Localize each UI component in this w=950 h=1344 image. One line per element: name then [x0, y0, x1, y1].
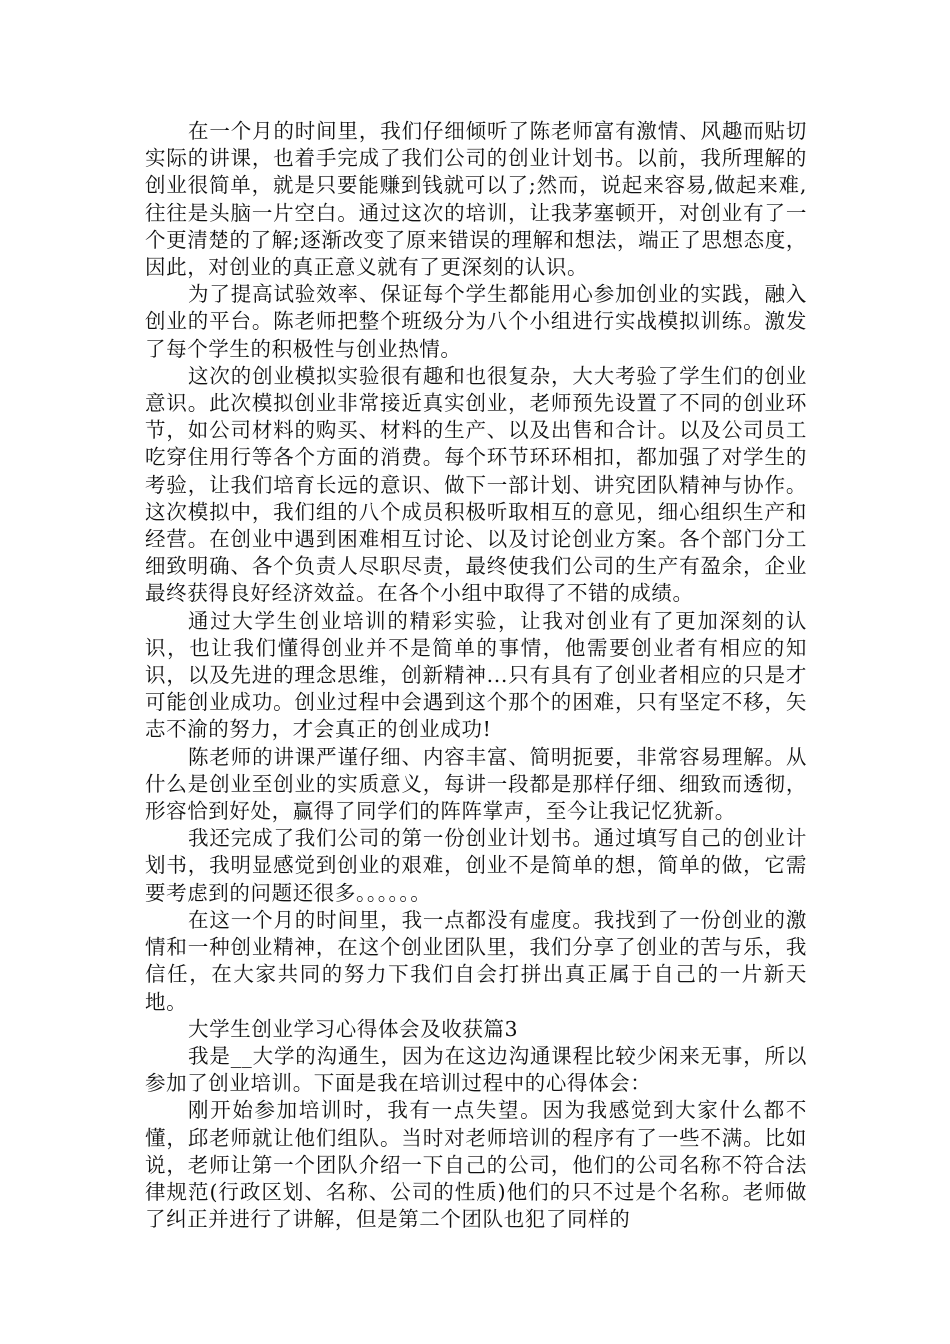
body-paragraph: 在一个月的时间里，我们仔细倾听了陈老师富有激情、风趣而贴切实际的讲课，也着手完成了我们公司的创业计划书。以前，我所理解的创业很简单，就是只要能赚到钱就可以了;然而，说起来容易,做起来难,往往是头脑一片空白。通过这次的培训，让我茅塞顿开，对创业有了一个更清楚的了解;逐渐改变了原来错误的理解和想法，端正了思想态度，因此，对创业的真正意义就有了更深刻的认识。: [145, 119, 807, 280]
body-paragraph: 这次的创业模拟实验很有趣和也很复杂，大大考验了学生们的创业意识。此次模拟创业非常接近真实创业，老师预先设置了不同的创业环节，如公司材料的购买、材料的生产、以及出售和合计。以及公司员工吃穿住用行等各个方面的消费。每个环节环环相扣，都加强了对学生的考验，让我们培育长远的意识、做下一部计划、讲究团队精神与协作。这次模拟中，我们组的八个成员积极听取相互的意见，细心组织生产和经营。在创业中遇到困难相互讨论、以及讨论创业方案。各个部门分工细致明确、各个负责人尽职尽责，最终使我们公司的生产有盈余，企业最终获得良好经济效益。在各个小组中取得了不错的成绩。: [145, 363, 807, 606]
body-paragraph: 在这一个月的时间里，我一点都没有虚度。我找到了一份创业的激情和一种创业精神，在这个创业团队里，我们分享了创业的苦与乐，我信任，在大家共同的努力下我们自会打拼出真正属于自己的一片新天地。: [145, 907, 807, 1014]
body-paragraph: 通过大学生创业培训的精彩实验，让我对创业有了更加深刻的认识，也让我们懂得创业并不是简单的事情，他需要创业者有相应的知识，以及先进的理念思维，创新精神...只有具有了创业者相应的只是才可能创业成功。创业过程中会遇到这个那个的困难，只有坚定不移，矢志不渝的努力，才会真正的创业成功!: [145, 608, 807, 742]
body-paragraph: 我是__大学的沟通生，因为在这边沟通课程比较少闲来无事，所以参加了创业培训。下面是我在培训过程中的心得体会：: [145, 1043, 807, 1096]
body-paragraph: 我还完成了我们公司的第一份创业计划书。通过填写自己的创业计划书，我明显感觉到创业的艰难，创业不是简单的想，简单的做，它需要考虑到的问题还很多。。。。。。: [145, 826, 807, 905]
body-paragraph: 陈老师的讲课严谨仔细、内容丰富、简明扼要，非常容易理解。从什么是创业至创业的实质意义，每讲一段都是那样仔细、细致而透彻，形容恰到好处，赢得了同学们的阵阵掌声，至今让我记忆犹新。: [145, 744, 807, 824]
body-paragraph: 为了提高试验效率、保证每个学生都能用心参加创业的实践，融入创业的平台。陈老师把整个班级分为八个小组进行实战模拟训练。激发了每个学生的积极性与创业热情。: [145, 282, 807, 361]
document-page: [145, 118, 807, 1233]
section-heading: 大学生创业学习心得体会及收获篇3: [188, 1016, 519, 1041]
body-paragraph: 刚开始参加培训时，我有一点失望。因为我感觉到大家什么都不懂，邱老师就让他们组队。当时对老师培训的程序有了一些不满。比如说，老师让第一个团队介绍一下自己的公司，他们的公司名称不符合法律规范(行政区划、名称、公司的性质)他们的只不过是个名称。老师做了纠正并进行了讲解，但是第二个团队也犯了同样的: [145, 1098, 807, 1232]
